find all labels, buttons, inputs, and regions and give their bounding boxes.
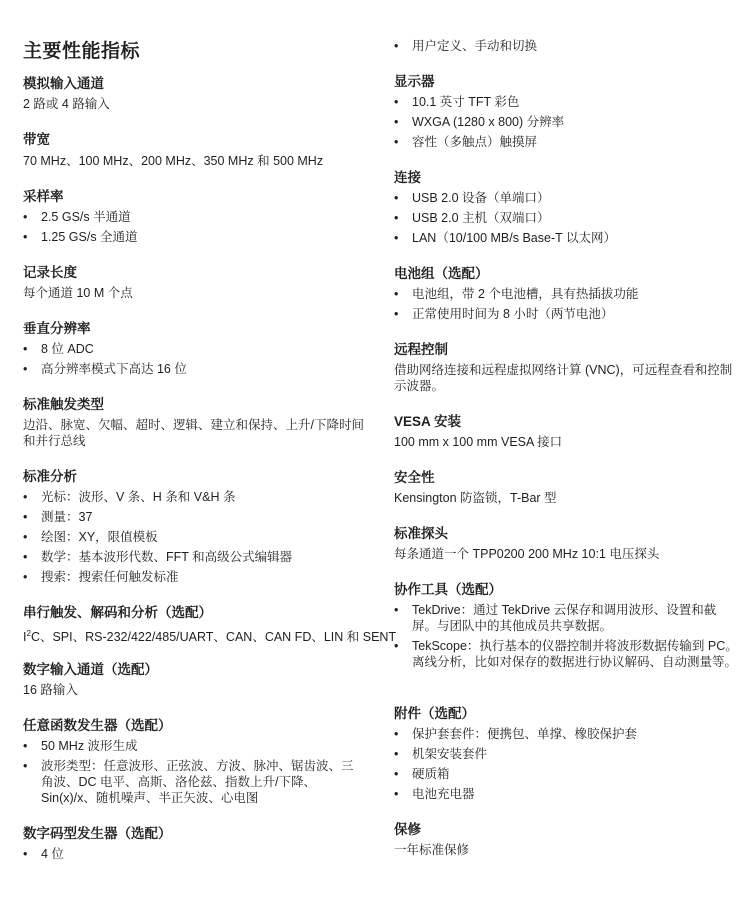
bullet-icon: • [394, 231, 399, 245]
bullet-icon: • [394, 135, 399, 149]
bullet-icon: • [23, 530, 28, 544]
standard-analysis-heading: 标准分析 [23, 469, 77, 484]
page-title: 主要性能指标 [23, 41, 141, 62]
bullet-icon: • [23, 550, 28, 564]
bullet-icon: • [394, 747, 399, 761]
digital-inputs-heading: 数字输入通道（选配） [23, 662, 158, 677]
sample-rate-heading: 采样率 [23, 189, 64, 204]
battery-item: • 电池组，带 2 个电池槽，具有热插拔功能 [394, 287, 639, 301]
bullet-icon: • [394, 191, 399, 205]
bullet-icon: • [394, 639, 399, 653]
remote-heading: 远程控制 [394, 342, 448, 357]
bullet-icon: • [23, 362, 28, 376]
standard-analysis-item: • 搜索：搜索任何触发标准 [23, 570, 179, 584]
probes-heading: 标准探头 [394, 526, 448, 541]
vertical-resolution-item: • 高分辨率模式下高达 16 位 [23, 362, 187, 376]
display-item: • 容性（多触点）触摸屏 [394, 135, 538, 149]
standard-analysis-item: • 测量：37 [23, 510, 93, 524]
digital-inputs-text: 16 路输入 [23, 683, 78, 697]
display-item: • WXGA (1280 x 800) 分辨率 [394, 115, 565, 129]
pattern-gen-item: • 4 位 [23, 847, 64, 861]
analog-inputs-heading: 模拟输入通道 [23, 76, 104, 91]
accessories-item: • 电池充电器 [394, 787, 475, 801]
serial-heading: 串行触发、解码和分析（选配） [23, 605, 212, 620]
pattern-gen-item: • 用户定义、手动和切换 [394, 39, 538, 53]
vesa-text: 100 mm x 100 mm VESA 接口 [394, 435, 563, 449]
display-item: • 10.1 英寸 TFT 彩色 [394, 95, 520, 109]
bullet-icon: • [23, 759, 28, 773]
bandwidth-text: 70 MHz、100 MHz、200 MHz、350 MHz 和 500 MHz [23, 154, 324, 168]
bullet-icon: • [23, 342, 28, 356]
record-length-text: 每个通道 10 M 个点 [23, 286, 133, 300]
collab-item: • TekScope：执行基本的仪器控制并将波形数据传输到 PC。离线分析，比如对保存的数据进行协议解码、自动测量等。 [394, 639, 738, 669]
afg-item: • 50 MHz 波形生成 [23, 739, 138, 753]
bullet-icon: • [23, 210, 28, 224]
afg-heading: 任意函数发生器（选配） [23, 718, 172, 733]
bullet-icon: • [394, 787, 399, 801]
bandwidth-heading: 带宽 [23, 132, 50, 147]
bullet-icon: • [394, 95, 399, 109]
serial-text: $I^2C$、SPI、RS-232/422/485/UART、CAN、CAN FD、LIN 和 SENT [23, 629, 397, 645]
bullet-icon: • [394, 603, 399, 617]
bullet-icon: • [394, 307, 399, 321]
security-heading: 安全性 [394, 470, 435, 485]
standard-triggers-heading: 标准触发类型 [23, 397, 104, 412]
connectivity-item: • USB 2.0 主机（双端口） [394, 211, 550, 225]
connectivity-heading: 连接 [394, 170, 421, 185]
analog-inputs-text: 2 路或 4 路输入 [23, 97, 110, 111]
standard-analysis-item: • 数学：基本波形代数、FFT 和高级公式编辑器 [23, 550, 293, 564]
bullet-icon: • [394, 115, 399, 129]
accessories-item: • 硬质箱 [394, 767, 450, 781]
collab-item: • TekDrive：通过 TekDrive 云保存和调用波形、设置和截屏。与团队中的其他成员共享数据。 [394, 603, 717, 633]
probes-text: 每条通道一个 TPP0200 200 MHz 10:1 电压探头 [394, 547, 660, 561]
standard-triggers-text: 边沿、脉宽、欠幅、超时、逻辑、建立和保持、上升/下降时间和并行总线 [23, 418, 364, 448]
standard-analysis-item: • 绘图：XY，限值模板 [23, 530, 158, 544]
remote-text: 借助网络连接和远程虚拟网络计算 (VNC)，可远程查看和控制示波器。 [394, 363, 733, 393]
bullet-icon: • [23, 739, 28, 753]
battery-item: • 正常使用时间为 8 小时（两节电池） [394, 307, 614, 321]
bullet-icon: • [394, 727, 399, 741]
battery-heading: 电池组（选配） [394, 266, 489, 281]
sample-rate-item: • 2.5 GS/s 半通道 [23, 210, 131, 224]
bullet-icon: • [394, 287, 399, 301]
bullet-icon: • [23, 570, 28, 584]
vertical-resolution-heading: 垂直分辨率 [23, 321, 91, 336]
accessories-heading: 附件（选配） [394, 706, 475, 721]
bullet-icon: • [394, 39, 399, 53]
connectivity-item: • LAN（10/100 MB/s Base-T 以太网） [394, 231, 617, 245]
bullet-icon: • [23, 490, 28, 504]
bullet-icon: • [394, 211, 399, 225]
bullet-icon: • [23, 510, 28, 524]
accessories-item: • 保护套套件：便携包、单撑、橡胶保护套 [394, 727, 638, 741]
security-text: Kensington 防盗锁，T-Bar 型 [394, 491, 557, 505]
warranty-text: 一年标准保修 [394, 843, 470, 857]
sample-rate-item: • 1.25 GS/s 全通道 [23, 230, 138, 244]
afg-item: • 波形类型：任意波形、正弦波、方波、脉冲、锯齿波、三角波、DC 电平、高斯、洛伦兹、指数上升/下降、Sin(x)/x、随机噪声、半正矢波、心电图 [23, 759, 354, 805]
connectivity-item: • USB 2.0 设备（单端口） [394, 191, 550, 205]
bullet-icon: • [23, 847, 28, 861]
pattern-gen-heading: 数字码型发生器（选配） [23, 826, 172, 841]
collab-heading: 协作工具（选配） [394, 582, 502, 597]
warranty-heading: 保修 [394, 822, 421, 837]
vesa-heading: VESA 安装 [394, 414, 462, 429]
vertical-resolution-item: • 8 位 ADC [23, 342, 94, 356]
record-length-heading: 记录长度 [23, 265, 77, 280]
standard-analysis-item: • 光标：波形、V 条、H 条和 V&H 条 [23, 490, 236, 504]
bullet-icon: • [23, 230, 28, 244]
display-heading: 显示器 [394, 74, 435, 89]
bullet-icon: • [394, 767, 399, 781]
accessories-item: • 机架安装套件 [394, 747, 488, 761]
